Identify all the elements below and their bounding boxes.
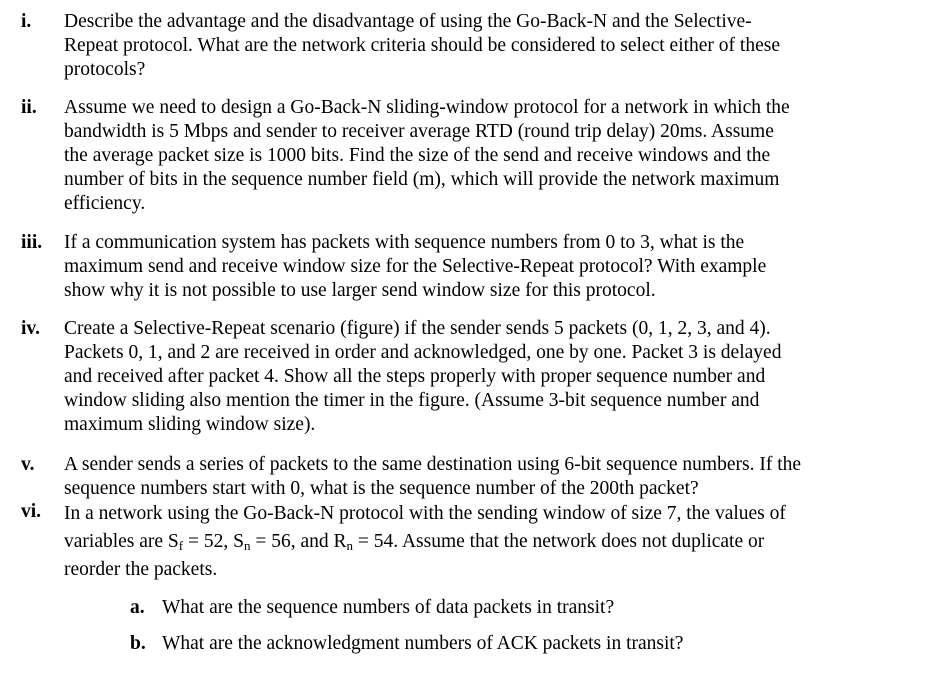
question-line: If a communication system has packets with sequence numbers from 0 to 3, what is the: [64, 232, 745, 253]
question-text: [64, 10, 904, 82]
question-line: maximum send and receive window size for the Selective-Repeat protocol? With example: [64, 256, 767, 277]
variables-prefix: variables are S: [64, 531, 179, 552]
question-line: reorder the packets.: [64, 559, 218, 580]
question-line: Repeat protocol. What are the network criteria should be considered to select either of these: [64, 35, 780, 56]
question-text: [64, 317, 904, 437]
question-line: maximum sliding window size).: [64, 414, 316, 435]
subquestion-text: [162, 632, 942, 656]
question-line-variables: [64, 528, 904, 556]
subquestion-line: What are the sequence numbers of data packets in transit?: [162, 597, 615, 618]
question-line: Assume we need to design a Go-Back-N sliding-window protocol for a network in which the: [64, 97, 790, 118]
question-text: [64, 96, 904, 216]
question-line: A sender sends a series of packets to the same destination using 6-bit sequence numbers. If the: [64, 454, 802, 475]
subquestion-label: b.: [130, 633, 146, 654]
question-line: bandwidth is 5 Mbps and sender to receiver average RTD (round trip delay) 20ms. Assume: [64, 121, 774, 142]
rn-subscript: n: [346, 538, 354, 553]
subquestion-line: What are the acknowledgment numbers of ACK packets in transit?: [162, 633, 684, 654]
question-number: i.: [21, 11, 32, 32]
question-line: and received after packet 4. Show all the steps properly with proper sequence number and: [64, 366, 766, 387]
subquestion-label: a.: [130, 597, 145, 618]
question-number: vi.: [21, 501, 42, 522]
question-line: sequence numbers start with 0, what is the sequence number of the 200th packet?: [64, 478, 699, 499]
question-number: v.: [21, 454, 35, 475]
question-number: ii.: [21, 97, 37, 118]
sf-subscript: f: [178, 538, 184, 553]
question-text: [64, 231, 904, 303]
question-text: [64, 500, 904, 584]
sn-subscript: n: [243, 538, 251, 553]
question-text: [64, 453, 904, 501]
question-line: show why it is not possible to use larger send window size for this protocol.: [64, 280, 656, 301]
question-number: iii.: [21, 232, 43, 253]
variables-suffix: = 54. Assume that the network does not duplicate or: [353, 531, 765, 552]
question-line: efficiency.: [64, 193, 146, 214]
question-line: In a network using the Go-Back-N protocol with the sending window of size 7, the values of: [64, 503, 786, 524]
question-line: Create a Selective-Repeat scenario (figure) if the sender sends 5 packets (0, 1, 2, 3, and 4).: [64, 318, 771, 339]
question-line: number of bits in the sequence number field (m), which will provide the network maximum: [64, 169, 780, 190]
question-line: protocols?: [64, 59, 146, 80]
variables-mid1: = 52, S: [183, 531, 244, 552]
question-number: iv.: [21, 318, 40, 339]
question-line: Packets 0, 1, and 2 are received in order and acknowledged, one by one. Packet 3 is delayed: [64, 342, 782, 363]
subquestion-text: [162, 596, 942, 620]
question-line: window sliding also mention the timer in the figure. (Assume 3-bit sequence number and: [64, 390, 760, 411]
question-line: Describe the advantage and the disadvantage of using the Go-Back-N and the Selective-: [64, 11, 752, 32]
question-line: the average packet size is 1000 bits. Find the size of the send and receive windows and the: [64, 145, 771, 166]
variables-mid2: = 56, and R: [250, 531, 347, 552]
